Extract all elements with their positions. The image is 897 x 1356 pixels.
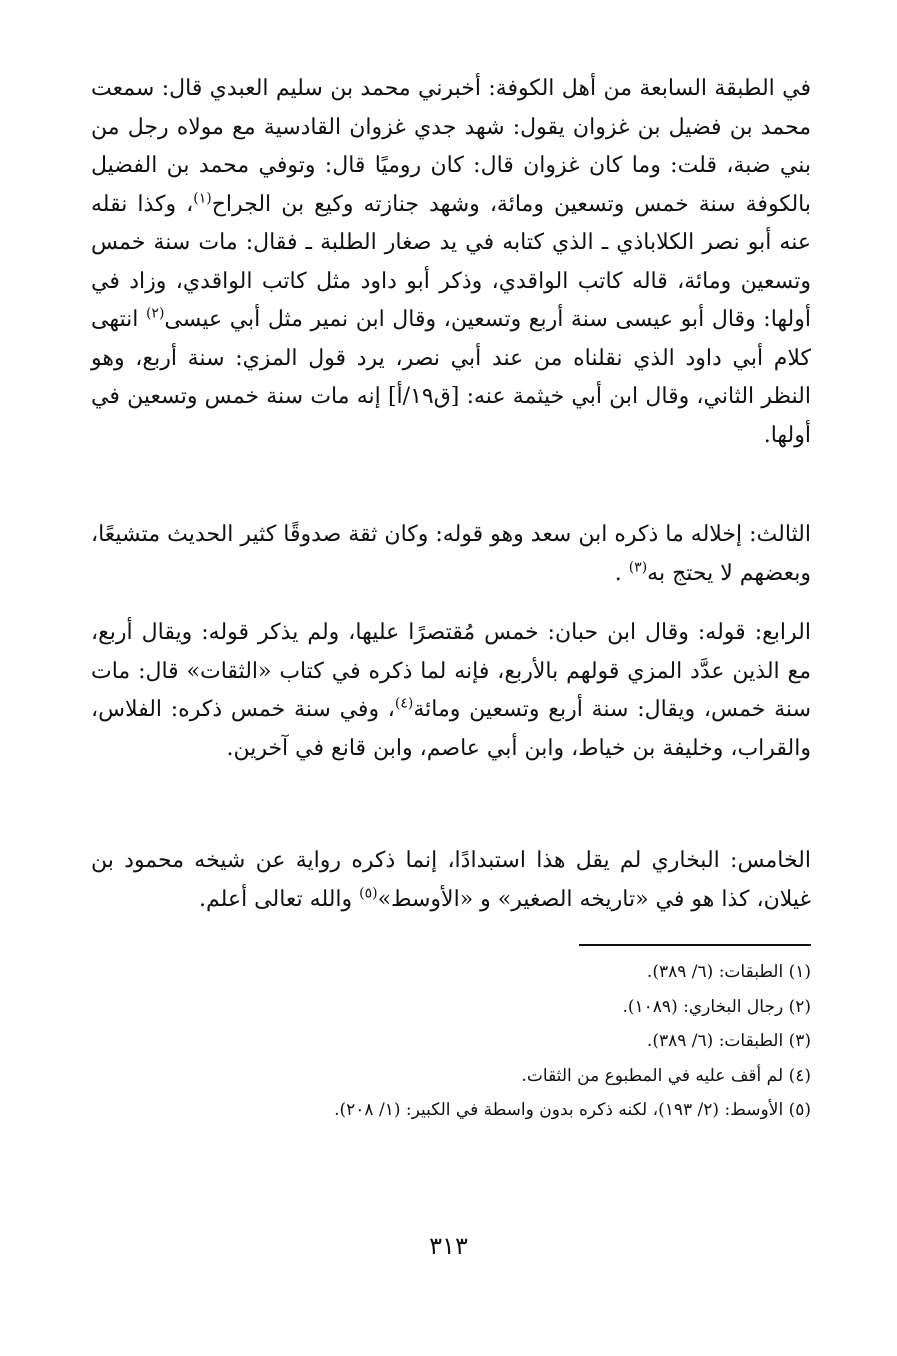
footnote-ref-2: (٢) — [145, 305, 165, 322]
paragraph-text-end: انتهى كلام أبي داود الذي نقلناه من عند أبي نصر، يرد قول المزي: سنة أربع، وهو النظر الثاني، وقال ابن أبي خيثمة عنه: [ق١٩/أ] إنه مات سنة خمس وتسعين في أولها. — [91, 307, 811, 448]
paragraph-text-continued: ، وكذا نقله عنه أبو نصر الكلاباذي ـ الذي كتابه في يد صغار الطلبة ـ فقال: مات سنة خمس وتسعين ومائة، قاله كاتب الواقدي، وذكر أبو داود مثل كاتب الواقدي، وزاد في أولها: وقال أبو عيسى سنة أربع وتسعين، وقال ابن نمير مثل أبي عيسى — [91, 191, 811, 332]
paragraph-fourth-point — [91, 614, 811, 768]
paragraph-tail: . — [614, 560, 629, 586]
footnotes — [91, 955, 811, 1128]
paragraph-text: الثالث: إخلاله ما ذكره ابن سعد وهو قوله: وكان ثقة صدوقًا كثير الحديث متشيعًا، وبعضهم لا يحتج به — [91, 522, 811, 586]
footnote-ref-3: (٣) — [628, 559, 648, 576]
footnote-ref-1: (١) — [193, 190, 212, 207]
footnote-3: (٣) الطبقات: (٦/ ٣٨٩). — [646, 1031, 811, 1051]
paragraph-text: الخامس: البخاري لم يقل هذا استبدادًا، إنما ذكره رواية عن شيخه محمود بن غيلان، كذا هو في «تاريخه الصغير» و «الأوسط» — [91, 848, 811, 912]
footnote-5: (٥) الأوسط: (٢/ ١٩٣)، لكنه ذكره بدون واسطة في الكبير: (١/ ٢٠٨). — [334, 1100, 811, 1120]
footnote-divider — [579, 944, 811, 946]
paragraph-fifth-point — [91, 842, 811, 919]
paragraph-tail: والله تعالى أعلم. — [199, 886, 360, 912]
footnote-1: (١) الطبقات: (٦/ ٣٨٩). — [646, 962, 811, 982]
paragraph-text: الرابع: قوله: وقال ابن حبان: خمس مُقتصرًا عليها، ولم يذكر قوله: ويقال أربع، مع الذين عدَّد المزي قولهم بالأربع، فإنه لما ذكره في كتاب «الثقات» قال: مات سنة خمس، ويقال: سنة أربع وتسعين ومائة — [91, 620, 812, 722]
footnote-4: (٤) لم أقف عليه في المطبوع من الثقات. — [521, 1065, 811, 1086]
paragraph-third-point — [91, 516, 811, 593]
footnote-ref-4: (٤) — [394, 695, 414, 712]
paragraph-tabaqat — [91, 70, 811, 455]
paragraph-tail: ، وفي سنة خمس ذكره: الفلاس، والقراب، وخليفة بن خياط، وابن أبي عاصم، وابن قانع في آخرين. — [91, 697, 811, 761]
footnote-2: (٢) رجال البخاري: (١٠٨٩). — [622, 996, 811, 1017]
paragraph-text: في الطبقة السابعة من أهل الكوفة: أخبرني محمد بن سليم العبدي قال: سمعت محمد بن فضيل بن غزوان يقول: شهد جدي غزوان القادسية مع مولاه رجل من بني ضبة، قلت: وما كان غزوان قال: كان روميًا قال: وتوفي محمد بن الفضيل بالكوفة سنة خمس وتسعين ومائة، وشهد جنازته وكيع بن الجراح — [91, 76, 811, 217]
footnote-ref-5: (٥) — [359, 885, 378, 902]
page-number: ٣١٣ — [429, 1232, 468, 1260]
